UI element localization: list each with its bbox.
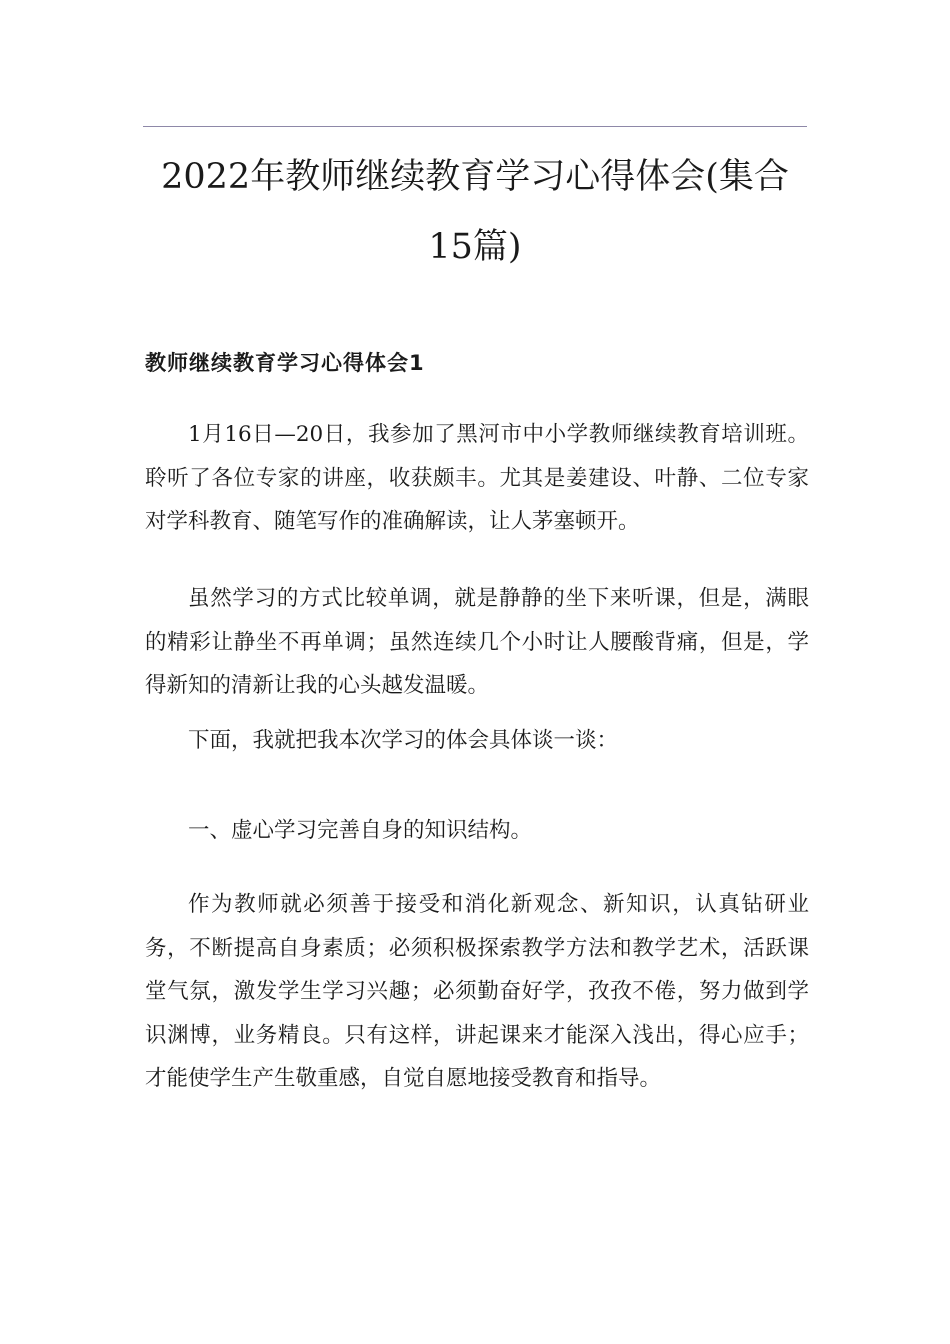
header-rule xyxy=(143,126,807,127)
paragraph-3: 下面，我就把我本次学习的体会具体谈一谈： xyxy=(188,728,619,753)
paragraph-5: 作为教师就必须善于接受和消化新观念、新知识，认真钻研业务，不断提高自身素质；必须积极探索教学方法和教学艺术，活跃课堂气氛，激发学生学习兴趣；必须勤奋好学，孜孜不倦，努力做到学识渊博，业务精良。只有这样，讲起课来才能深入浅出，得心应手；才能使学生产生敬重感，自觉自愿地接受教育和指导。 xyxy=(145,892,809,1091)
document-title xyxy=(143,142,807,282)
paragraph-2: 虽然学习的方式比较单调，就是静静的坐下来听课，但是，满眼的精彩让静坐不再单调；虽然连续几个小时让人腰酸背痛，但是，学得新知的清新让我的心头越发温暖。 xyxy=(145,586,809,698)
paragraph-4: 一、虚心学习完善自身的知识结构。 xyxy=(188,818,533,843)
section-heading: 教师继续教育学习心得体会1 xyxy=(145,351,425,375)
paragraph-1: 1月16日—20日，我参加了黑河市中小学教师继续教育培训班。聆听了各位专家的讲座，收获颇丰。尤其是姜建设、叶静、二位专家对学科教育、随笔写作的准确解读，让人茅塞顿开。 xyxy=(145,422,809,534)
title-line-1: 2022年教师继续教育学习心得体会(集合 xyxy=(161,157,789,197)
title-line-2: 15篇) xyxy=(428,227,522,267)
